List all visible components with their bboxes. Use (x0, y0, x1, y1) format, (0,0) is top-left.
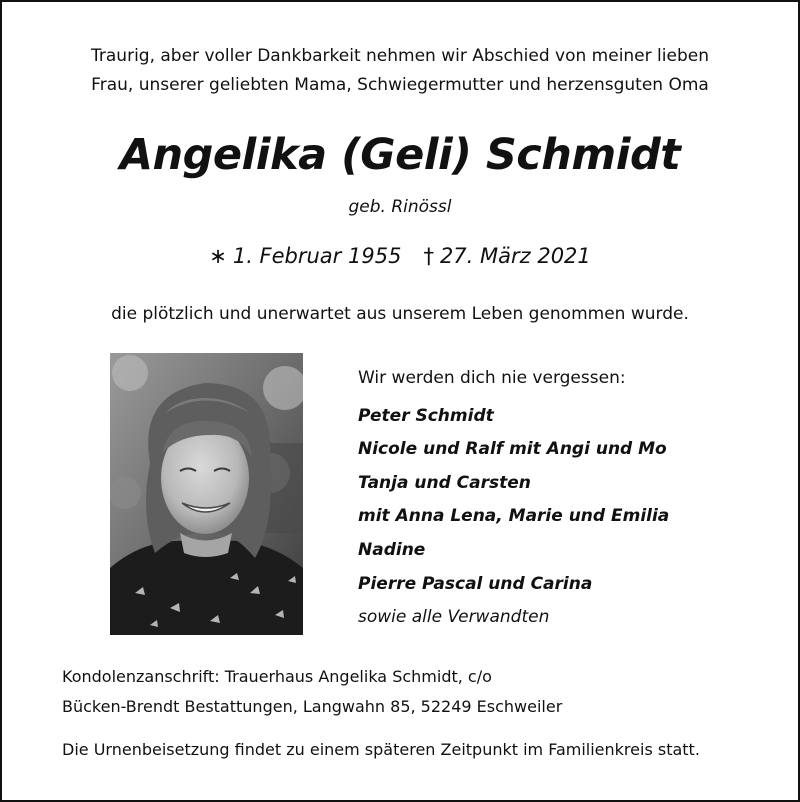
condolence-line-2: Bücken-Brendt Bestattungen, Langwahn 85, 52249 Eschweiler (62, 697, 563, 716)
death-cross-icon: † (423, 244, 434, 268)
mourner-name: mit Anna Lena, Marie und Emilia (358, 506, 670, 527)
relatives-line: sowie alle Verwandten (358, 607, 550, 628)
condolence-line-1: Kondolenzanschrift: Trauerhaus Angelika Schmidt, c/o (62, 667, 492, 686)
deceased-name: Angelika (Geli) Schmidt (119, 130, 681, 180)
intro-text (2, 42, 798, 100)
birth-name: geb. Rinössl (348, 197, 452, 217)
intro-line-2: Frau, unserer geliebten Mama, Schwiegermutter und herzensguten Oma (91, 75, 709, 95)
mourners-lead: Wir werden dich nie vergessen: (358, 368, 626, 388)
birth-star-icon: ∗ (209, 244, 227, 268)
portrait-photo (110, 353, 303, 635)
mourner-name: Peter Schmidt (358, 405, 494, 426)
mourner-name: Pierre Pascal und Carina (358, 573, 593, 594)
mourner-name: Nadine (358, 539, 426, 560)
mourners-list (358, 362, 778, 635)
sudden-text: die plötzlich und unerwartet aus unserem Leben genommen wurde. (111, 304, 689, 324)
intro-line-1: Traurig, aber voller Dankbarkeit nehmen wir Abschied von meiner lieben (91, 46, 709, 66)
birth-date: 1. Februar 1955 (232, 244, 402, 268)
mourner-name: Nicole und Ralf mit Angi und Mo (358, 439, 667, 460)
burial-note: Die Urnenbeisetzung findet zu einem späteren Zeitpunkt im Familienkreis statt. (62, 740, 700, 759)
mourner-name: Tanja und Carsten (358, 472, 531, 493)
life-dates (2, 240, 798, 272)
death-date: 27. März 2021 (439, 244, 591, 268)
condolence-address (62, 662, 762, 722)
